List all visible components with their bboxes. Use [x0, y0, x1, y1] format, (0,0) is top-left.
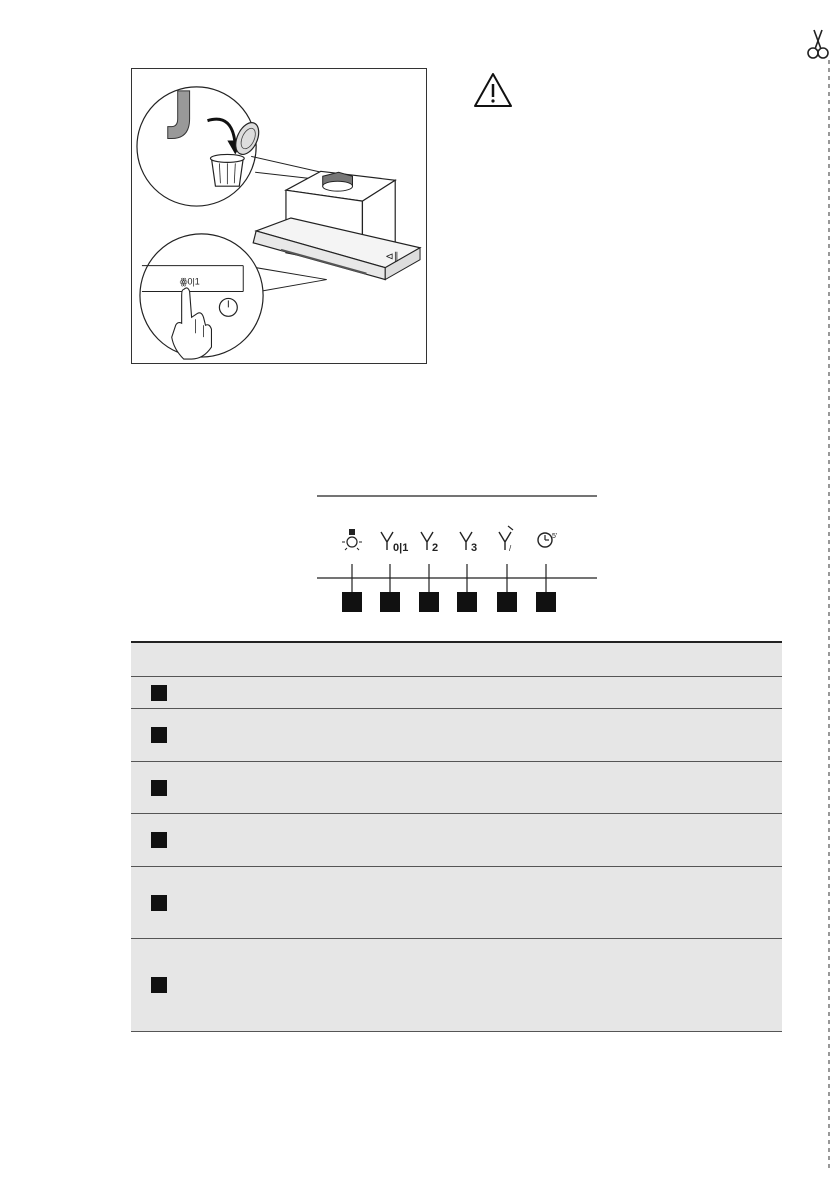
table-row — [131, 867, 782, 939]
row-marker — [151, 780, 167, 796]
cooker-hood-icon — [253, 171, 420, 279]
table-row — [131, 709, 782, 762]
fan-3-icon — [460, 532, 477, 554]
trash-bin-icon — [210, 154, 244, 186]
svg-text:3: 3 — [471, 542, 478, 554]
svg-text:0|1: 0|1 — [393, 542, 409, 554]
callout-markers — [342, 564, 556, 612]
table-header-row — [131, 643, 782, 677]
table-row — [131, 677, 782, 709]
row-marker — [151, 727, 167, 743]
svg-text:/: / — [509, 544, 512, 553]
row-marker — [151, 685, 167, 701]
warning-triangle-icon — [473, 72, 513, 108]
svg-text:⊲∥: ⊲∥ — [385, 251, 399, 263]
timer-icon — [219, 298, 237, 316]
fan-2-icon — [421, 532, 438, 554]
svg-text:2: 2 — [432, 542, 439, 554]
table-row — [131, 814, 782, 867]
fan-boost-icon — [499, 526, 513, 553]
row-marker — [151, 895, 167, 911]
cut-line — [826, 60, 832, 1170]
control-panel-diagram — [315, 490, 600, 620]
fan-0-1-icon — [381, 532, 408, 554]
filter-replacement-illustration — [131, 68, 427, 364]
table-row — [131, 939, 782, 1032]
row-marker — [151, 977, 167, 993]
svg-text:5': 5' — [552, 533, 558, 540]
row-marker — [151, 832, 167, 848]
table-row — [131, 762, 782, 814]
light-icon — [342, 529, 362, 550]
fan-0-1-icon: ꙮ0|1 — [179, 276, 200, 287]
timer-icon — [538, 533, 557, 547]
